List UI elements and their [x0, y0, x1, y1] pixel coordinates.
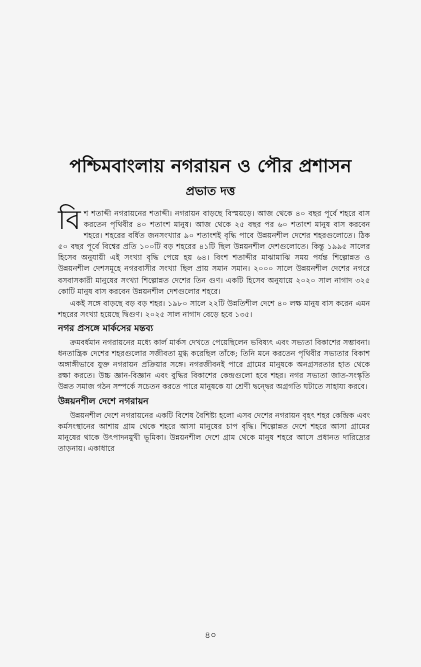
paragraph-2: একই সঙ্গে বাড়ছে বড় বড় শহর। ১৯৮০ সালে ২২টি উন্নতিশীল দেশে ৪০ লক্ষ মানুষ বাস করেন এমন শহরের সংখ্যা হয়েছে দ্বিগুণ। ২০২৫ সাল নাগাদ বেড়ে হবে ১৩৫।: [58, 298, 370, 319]
paragraph-4: উন্নয়নশীল দেশে নগরায়নের একটি বিশেষ বৈশিষ্ট্য হলো এসব দেশের নগরায়ন বৃহৎ শহর কেন্দ্রিক এবং কর্মসংস্থানের আশায় গ্রাম থেকে শহরে আসা মানুষের চাপ বৃদ্ধি। শিল্পোন্নত দেশে শহরে আসা গ্রামের মানুষের থাকে উৎপাদনমুখী ভূমিকা। উন্নয়নশীল দেশে গ্রাম থেকে মানুষ শহরে আসে প্রধানত দারিদ্র্যের তাড়নায়। একাধারে: [58, 410, 370, 453]
article-body: [58, 205, 370, 455]
article-author: প্রভাত দত্ত: [185, 184, 236, 198]
article-title: পশ্চিমবাংলায় নগরায়ন ও পৌর প্রশাসন: [69, 156, 352, 177]
section-heading-marx: নগর প্রসঙ্গে মার্কসের মন্তব্য: [58, 323, 154, 334]
page-number: ৪০: [204, 631, 217, 641]
section-heading-developing: উন্নয়নশীল দেশে নগরায়ন: [58, 396, 149, 407]
paragraph-1: [58, 205, 370, 297]
paragraph-1-text: শ শতাব্দী নগরায়নের শতাব্দী। নগরায়ন বাড়ছে বিস্ময়ড়ে। আজ থেকে ৪০ বছর পূর্বে শহরে বাস করতেন পৃথিবীর ৪০ শতাংশ মানুষ। আজ থেকে ২৫ বছর পর ৬০ শতাংশ মানুষ বাস করবেন শহরে। শহরের বর্ধিত জনসংখ্যার ৯০ শতাংশই বৃদ্ধি পাবে উন্নয়নশীল দেশের শহরগুলোতে। ঠিক ৫০ বছর পূর্বে বিশ্বের প্রতি ১০০টি বড় শহরের ৪১টি ছিল উন্নয়নশীল দেশগুলোতে। কিন্তু ১৯৯৫ সালের হিসেব অনুযায়ী এই সংখ্যা বৃদ্ধি পেয়ে হয় ৬৪। বিংশ শতাব্দীর মাঝামাঝি সময় পর্যন্ত শিল্পোন্নত ও উন্নয়নশীল দেশসমূহে নগরবাসীর সংখ্যা ছিল প্রায় সমান সমান। ২০০০ সালে উন্নয়নশীল দেশের নগরে বসবাসকারী মানুষের সংখ্যা শিল্পোন্নত দেশের তিন গুণ। একটি হিসেব অনুযায়ে ২০২০ সাল নাগাদ ৩২৫ কোটি মানুষ বাস করবেন উন্নয়নশীল দেশগুলোর শহরে।: [58, 209, 370, 296]
drop-cap: বি: [58, 205, 81, 236]
paragraph-3: ক্রমবর্ধমান নগরায়নের মধ্যে কার্ল মার্কস দেখতে পেয়েছিলেন ভবিষ্যৎ এবং সভ্যতা বিকাশের সম্ভাবনা। ধনতান্ত্রিক দেশের শহরগুলোর সজীবতা মুগ্ধ করেছিল তাঁকে; তিনি মনে করতেন পৃথিবীর সভ্যতার বিকাশ অঙ্গাঙ্গীভাবে যুক্ত নগরায়ন প্রক্রিয়ার সঙ্গে। নগরজীবনই পারে গ্রামের মানুষকে অনগ্রসরতার হাত থেকে রক্ষা করতে। উচ্চ জ্ঞান-বিজ্ঞান এবং বুদ্ধির বিকাশের কেন্দ্রগুলো হবে শহর। নগর সভ্যতা জাত-সংস্কৃতি উন্নত সমাজ গঠন সম্পর্কে সচেতন করতে পারে মানুষকে যা শ্রেণী দ্বন্দ্বের অগ্রগতি ঘটাতে সাহায্য করবে।: [58, 338, 370, 392]
